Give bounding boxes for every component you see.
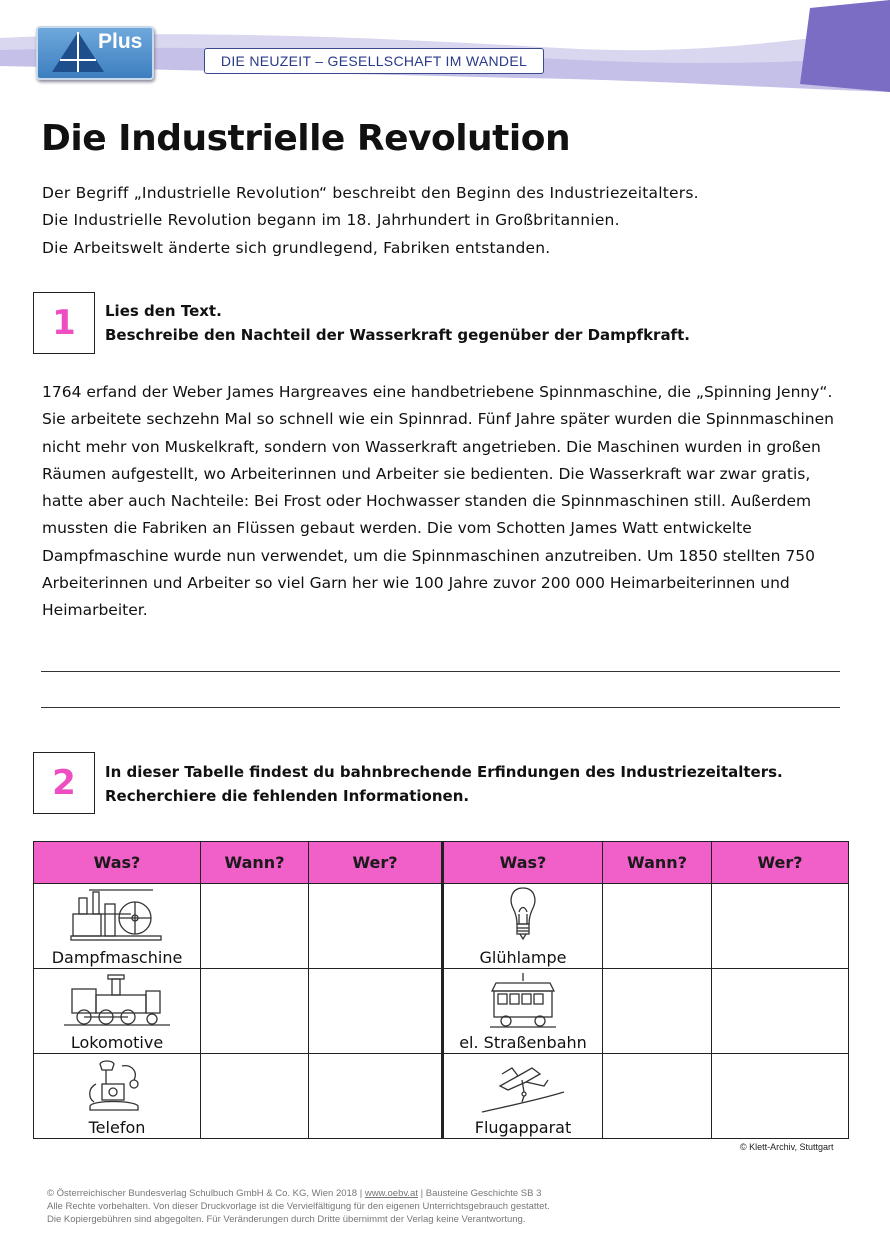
answer-cell[interactable] [309,969,443,1054]
task-1-instructions [105,299,690,347]
column-header: Wer? [309,842,443,884]
column-header: Wann? [603,842,712,884]
section-label: DIE NEUZEIT – GESELLSCHAFT IM WANDEL [204,48,544,74]
light-bulb-icon [503,884,543,944]
inventions-table [33,841,849,1139]
column-header: Was? [34,842,201,884]
answer-cell[interactable] [603,884,712,969]
answer-line[interactable] [41,707,840,708]
answer-cell[interactable] [201,969,309,1054]
answer-cell[interactable] [712,969,849,1054]
answer-cell[interactable] [712,1054,849,1139]
invention-name: Lokomotive [70,1033,164,1052]
invention-name: Glühlampe [479,948,567,967]
task-2-line: In dieser Tabelle findest du bahnbrechende Erfindungen des Industriezeitalters. [105,763,783,781]
telephone-icon [82,1058,152,1114]
invention-cell [443,884,603,969]
footer-text: © Österreichischer Bundesverlag Schulbuch GmbH & Co. KG, Wien 2018 | [47,1188,365,1199]
task-number-2: 2 [33,752,95,814]
table-header-row [34,842,849,884]
tram-icon [488,971,558,1029]
invention-name: Flugapparat [474,1118,572,1137]
intro-line: Die Arbeitswelt änderte sich grundlegend, Fabriken entstanden. [42,239,551,257]
task-2-instructions [105,760,783,808]
column-header: Was? [443,842,603,884]
intro-line: Die Industrielle Revolution begann im 18. Jahrhundert in Großbritannien. [42,211,620,229]
reading-text: 1764 erfand der Weber James Hargreaves eine handbetriebene Spinnmaschine, die „Spinning Jenny“. Sie arbeitete sechzehn Mal so schnell wie ein Spinnrad. Fünf Jahre später wurden die Spinnmaschinen nicht mehr von Muskelkraft, sondern von Wasserkraft angetrieben. Die Maschinen wurden in großen Räumen aufgestellt, wo Arbeiterinnen und Arbeiter sie bedienten. Die Wasserkraft war zwar gratis, hatte aber auch Nachteile: Bei Frost oder Hochwasser standen die Spinnmaschinen still. Außerdem mussten die Fabriken an Flüssen gebaut werden. Die vom Schotten James Watt entwickelte Dampfmaschine wurde nun verwendet, um die Spinnmaschinen anzutreiben. Um 1850 stellten 750 Arbeiterinnen und Arbeiter so viel Garn her wie 100 Jahre zuvor 200 000 Heimarbeiterinnen und Heimarbeiter. [42,383,834,620]
task-1-line: Lies den Text. [105,302,222,320]
table-row [34,969,849,1054]
answer-cell[interactable] [201,884,309,969]
invention-cell [34,1054,201,1139]
task-1-line: Beschreibe den Nachteil der Wasserkraft gegenüber der Dampfkraft. [105,326,690,344]
invention-cell [34,884,201,969]
invention-cell [443,1054,603,1139]
image-credit: © Klett-Archiv, Stuttgart [740,1142,834,1152]
answer-cell[interactable] [603,969,712,1054]
invention-name: el. Straßenbahn [459,1033,587,1052]
footer-line: Alle Rechte vorbehalten. Von dieser Druckvorlage ist die Vervielfältigung für den eigenen Unterrichtsgebrauch gestattet. [47,1201,550,1212]
answer-cell[interactable] [309,884,443,969]
glider-icon [478,1062,568,1114]
table-row [34,884,849,969]
steam-engine-icon [69,884,165,944]
answer-cell[interactable] [603,1054,712,1139]
answer-line[interactable] [41,671,840,672]
task-number-1: 1 [33,292,95,354]
task-2-line: Recherchiere die fehlenden Informationen. [105,787,470,805]
table-row [34,1054,849,1139]
page-title: Die Industrielle Revolution [41,118,571,159]
answer-cell[interactable] [201,1054,309,1139]
locomotive-icon [62,971,172,1029]
invention-cell [443,969,603,1054]
intro-line: Der Begriff „Industrielle Revolution“ beschreibt den Beginn des Industriezeitalters. [42,184,699,202]
answer-cell[interactable] [309,1054,443,1139]
answer-cell[interactable] [712,884,849,969]
publisher-link[interactable]: www.oebv.at [364,1188,418,1199]
footer-text: | Bausteine Geschichte SB 3 [417,1188,542,1199]
footer-line [47,1188,541,1199]
invention-name: Dampfmaschine [51,948,183,967]
column-header: Wer? [712,842,849,884]
column-header: Wann? [201,842,309,884]
footer-line: Die Kopiergebühren sind abgegolten. Für Veränderungen durch Dritte übernimmt der Verlag keine Verantwortung. [47,1214,526,1225]
invention-cell [34,969,201,1054]
invention-name: Telefon [88,1118,146,1137]
logo-text: Plus [98,30,143,53]
